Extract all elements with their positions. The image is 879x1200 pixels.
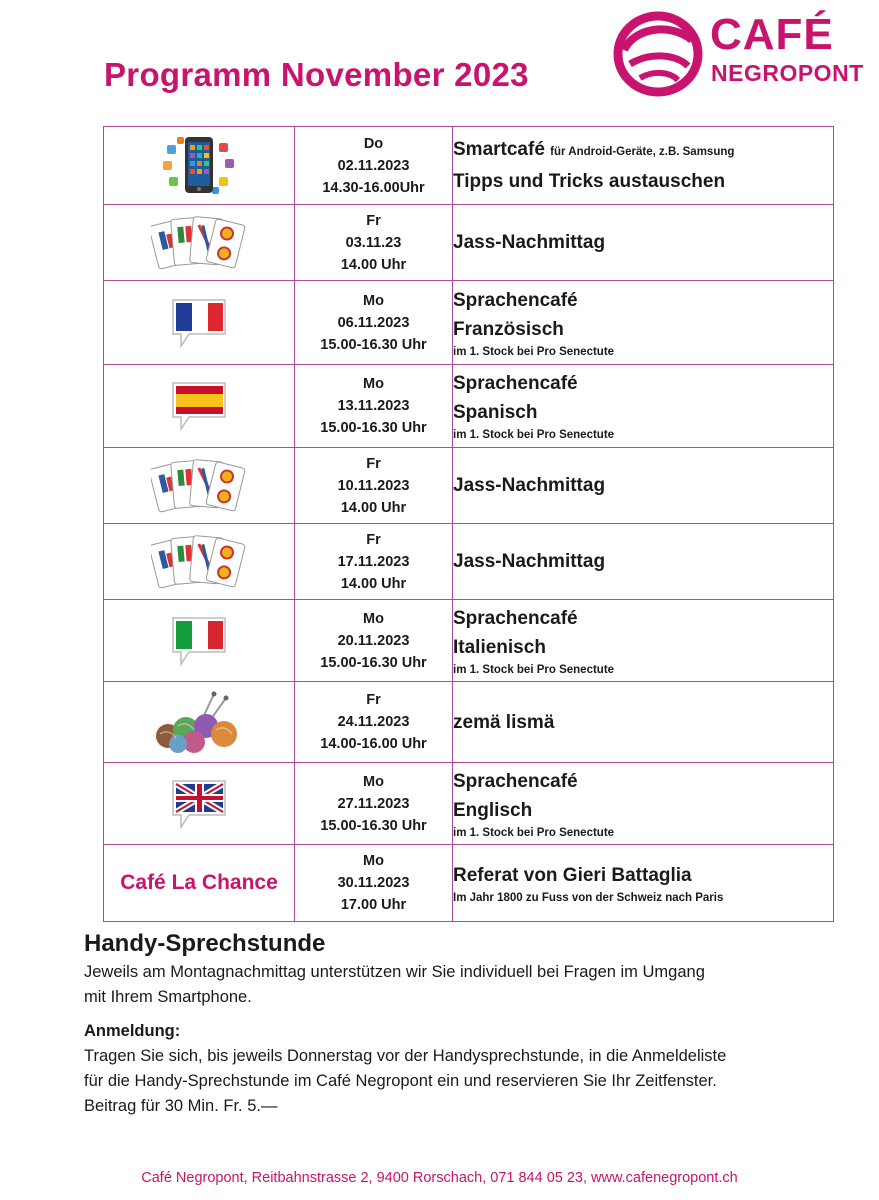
table-row xyxy=(104,600,834,682)
body-line: Beitrag für 30 Min. Fr. 5.— xyxy=(84,1097,278,1115)
event-time: 17.00 Uhr xyxy=(340,897,407,913)
event-day: Fr xyxy=(366,212,381,229)
icon-cell xyxy=(104,281,295,365)
page-title: Programm November 2023 xyxy=(104,56,529,93)
event-day: Mo xyxy=(363,292,384,309)
event-title: Sprachencafé xyxy=(453,373,578,394)
event-title-line2: Französisch xyxy=(453,318,564,340)
event-day: Mo xyxy=(363,773,384,790)
event-title-line2: Spanisch xyxy=(453,402,538,423)
date-cell xyxy=(295,205,453,281)
icon-cell xyxy=(104,682,295,763)
footer-contact: Café Negropont, Reitbahnstrasse 2, 9400 Rorschach, 071 844 05 23, www.cafenegropont.ch xyxy=(141,1170,738,1186)
description-cell xyxy=(453,205,834,281)
body-line: Tragen Sie sich, bis jeweils Donnerstag vor der Handysprechstunde, in die Anmeldeliste xyxy=(84,1047,727,1065)
event-time: 14.00 Uhr xyxy=(340,256,407,273)
icon-cell xyxy=(104,845,295,922)
event-title: Jass-Nachmittag xyxy=(453,475,606,496)
section-heading: Handy-Sprechstunde xyxy=(84,930,326,957)
event-date: 27.11.2023 xyxy=(337,795,410,812)
event-subtitle: im 1. Stock bei Pro Senectute xyxy=(453,345,615,358)
program-table xyxy=(103,126,834,922)
event-time: 14.30-16.00Uhr xyxy=(322,179,425,196)
table-row xyxy=(104,448,834,524)
playing-cards-icon xyxy=(151,212,247,274)
description-cell xyxy=(453,448,834,524)
description-cell xyxy=(453,600,834,682)
date-cell xyxy=(295,281,453,365)
uk-flag-icon xyxy=(167,775,231,833)
event-day: Mo xyxy=(363,853,384,869)
date-cell xyxy=(295,524,453,600)
body-line: für die Handy-Sprechstunde im Café Negropont ein und reservieren Sie Ihr Zeitfenster. xyxy=(84,1072,717,1090)
date-cell xyxy=(295,600,453,682)
cafe-negropont-logo xyxy=(610,8,864,100)
table-row xyxy=(104,682,834,763)
description-cell xyxy=(453,127,834,205)
event-day: Fr xyxy=(366,455,381,472)
event-title: Jass-Nachmittag xyxy=(453,551,606,572)
table-row xyxy=(104,763,834,845)
event-time: 15.00-16.30 Uhr xyxy=(320,420,427,436)
date-cell xyxy=(295,845,453,922)
event-date: 02.11.2023 xyxy=(337,157,410,174)
logo-swirl-icon xyxy=(610,8,706,100)
playing-cards-icon xyxy=(151,455,247,517)
event-date: 03.11.23 xyxy=(345,234,402,251)
event-title: Sprachencafé xyxy=(453,770,578,792)
icon-cell xyxy=(104,763,295,845)
event-day: Fr xyxy=(366,692,381,708)
event-title: Smartcafé xyxy=(453,139,545,160)
event-title-note: für Android-Geräte, z.B. Samsung xyxy=(550,146,735,158)
event-subtitle: im 1. Stock bei Pro Senectute xyxy=(453,826,615,839)
event-date: 24.11.2023 xyxy=(337,714,410,730)
anmeldung-label: Anmeldung: xyxy=(84,1022,181,1040)
event-time: 14.00 Uhr xyxy=(340,499,407,516)
date-cell xyxy=(295,365,453,448)
event-subtitle: Im Jahr 1800 zu Fuss von der Schweiz nach Paris xyxy=(453,891,724,904)
event-date: 13.11.2023 xyxy=(337,398,410,414)
icon-cell xyxy=(104,524,295,600)
event-title: zemä lismä xyxy=(453,711,555,733)
table-row xyxy=(104,524,834,600)
icon-cell xyxy=(104,600,295,682)
event-date: 20.11.2023 xyxy=(337,632,410,649)
icon-cell xyxy=(104,448,295,524)
event-date: 30.11.2023 xyxy=(337,875,410,891)
event-date: 10.11.2023 xyxy=(337,477,410,494)
handy-sprechstunde-section xyxy=(84,928,844,1119)
smartphone-apps-icon xyxy=(157,135,241,197)
icon-cell xyxy=(104,127,295,205)
event-date: 06.11.2023 xyxy=(337,314,410,331)
icon-cell xyxy=(104,205,295,281)
event-day: Do xyxy=(363,135,384,152)
event-title-line2: Tipps und Tricks austauschen xyxy=(453,171,726,192)
event-title: Referat von Gieri Battaglia xyxy=(453,864,692,886)
logo-negropont-text: NEGROPONT xyxy=(711,60,864,86)
description-cell xyxy=(453,682,834,763)
icon-cell xyxy=(104,365,295,448)
table-row xyxy=(104,845,834,922)
spanish-flag-icon xyxy=(167,377,231,435)
description-cell xyxy=(453,524,834,600)
yarn-balls-icon xyxy=(152,690,246,754)
description-cell xyxy=(453,845,834,922)
event-date: 17.11.2023 xyxy=(337,553,410,570)
table-row xyxy=(104,205,834,281)
event-title-line2: Englisch xyxy=(453,799,533,821)
event-time: 15.00-16.30 Uhr xyxy=(320,817,427,834)
event-day: Mo xyxy=(363,610,384,627)
intro-line: mit Ihrem Smartphone. xyxy=(84,988,252,1006)
event-time: 15.00-16.30 Uhr xyxy=(320,336,427,353)
cafe-la-chance-label: Café La Chance xyxy=(120,871,278,894)
description-cell xyxy=(453,365,834,448)
description-cell xyxy=(453,763,834,845)
event-subtitle: im 1. Stock bei Pro Senectute xyxy=(453,429,615,441)
event-title-line2: Italienisch xyxy=(453,636,546,658)
event-subtitle: im 1. Stock bei Pro Senectute xyxy=(453,663,615,676)
event-time: 15.00-16.30 Uhr xyxy=(320,654,427,671)
table-row xyxy=(104,365,834,448)
playing-cards-icon xyxy=(151,531,247,593)
event-title: Jass-Nachmittag xyxy=(453,232,606,253)
intro-line: Jeweils am Montagnachmittag unterstützen wir Sie individuell bei Fragen im Umgang xyxy=(84,963,705,981)
event-day: Mo xyxy=(363,376,384,392)
date-cell xyxy=(295,682,453,763)
table-row xyxy=(104,127,834,205)
event-title: Sprachencafé xyxy=(453,607,578,629)
date-cell xyxy=(295,763,453,845)
event-day: Fr xyxy=(366,531,381,548)
french-flag-icon xyxy=(167,294,231,352)
date-cell xyxy=(295,448,453,524)
date-cell xyxy=(295,127,453,205)
description-cell xyxy=(453,281,834,365)
event-time: 14.00-16.00 Uhr xyxy=(320,736,427,752)
table-row xyxy=(104,281,834,365)
italian-flag-icon xyxy=(167,612,231,670)
logo-cafe-text: CAFÉ xyxy=(710,10,834,59)
event-title: Sprachencafé xyxy=(453,289,578,311)
event-time: 14.00 Uhr xyxy=(340,575,407,592)
